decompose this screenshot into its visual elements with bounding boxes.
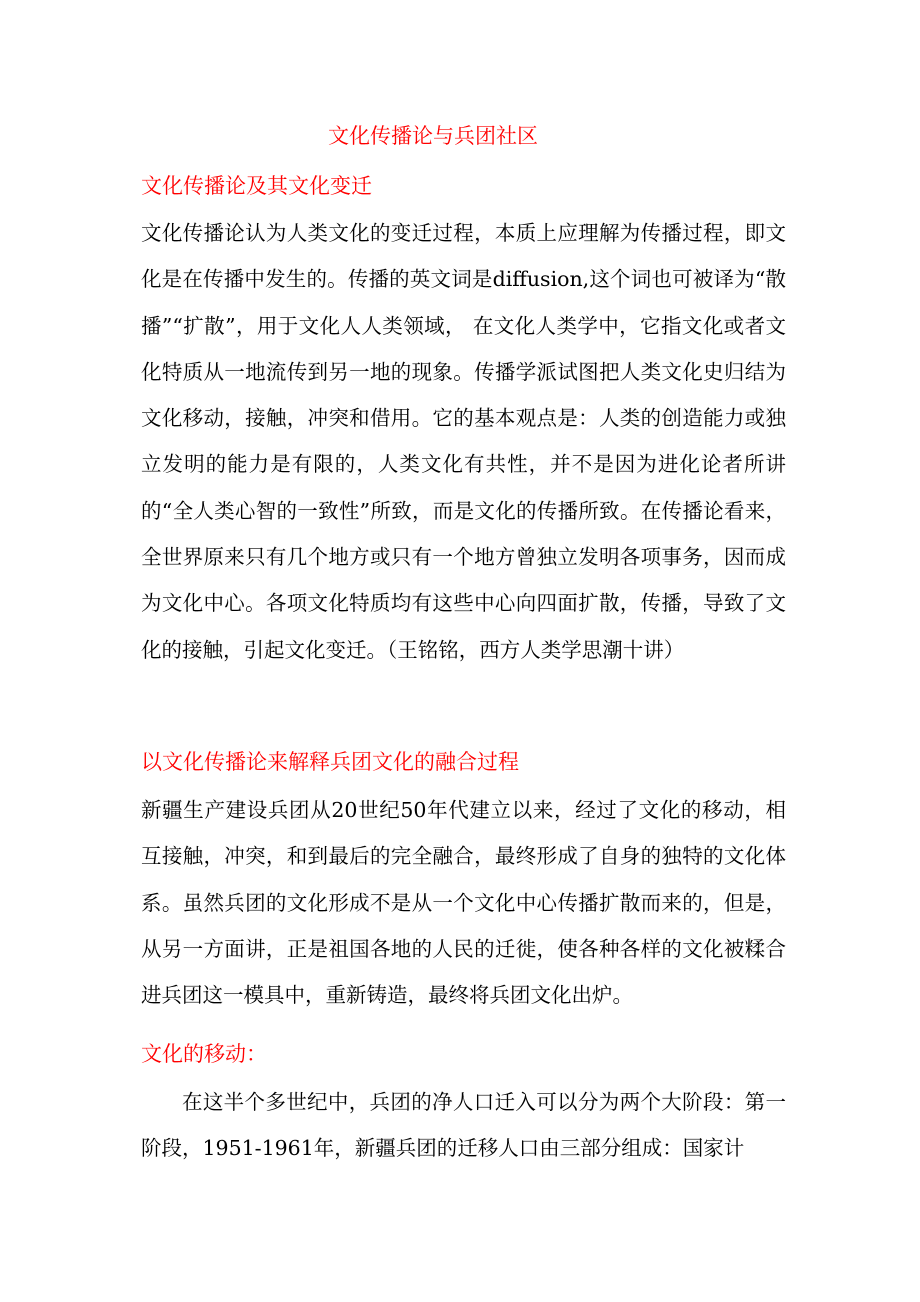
section-paragraph-cultural-movement: 在这半个多世纪中，兵团的净人口迁入可以分为两个大阶段：第一阶段，1951-1961年，新疆兵团的迁移人口由三部分组成：国家计 — [141, 1090, 786, 1161]
section-heading-bingtuan-culture: 以文化传播论来解释兵团文化的融合过程 — [141, 750, 519, 774]
document-title: 文化传播论与兵团社区 — [328, 124, 538, 148]
section-paragraph-diffusion-theory: 文化传播论认为人类文化的变迁过程，本质上应理解为传播过程，即文化是在传播中发生的。传播的英文词是diffusion,这个词也可被译为“散播”“扩散”，用于文化人人类领域， 在文化人类学中，它指文化或者文化特质从一地流传到另一地的现象。传播学派试图把人类文化史归结为文化移动，接触，冲突和借用。它的基本观点是：人类的创造能力或独立发明的能力是有限的，人类文化有共性，并不是因为进化论者所讲的“全人类心智的一致性”所致，而是文化的传播所致。在传播论看来，全世界原来只有几个地方或只有一个地方曾独立发明各项事务，因而成为文化中心。各项文化特质均有这些中心向四面扩散，传播，导致了文化的接触，引起文化变迁。（王铭铭，西方人类学思潮十讲） — [141, 221, 786, 662]
section-heading-cultural-movement: 文化的移动： — [141, 1042, 267, 1066]
section-paragraph-bingtuan-culture: 新疆生产建设兵团从20世纪50年代建立以来，经过了文化的移动，相互接触，冲突，和到最后的完全融合，最终形成了自身的独特的文化体系。虽然兵团的文化形成不是从一个文化中心传播扩散而来的，但是，从另一方面讲，正是祖国各地的人民的迁徙，使各种各样的文化被糅合进兵团这一模具中，重新铸造，最终将兵团文化出炉。 — [141, 798, 786, 1008]
section-heading-diffusion-theory: 文化传播论及其文化变迁 — [141, 174, 372, 198]
